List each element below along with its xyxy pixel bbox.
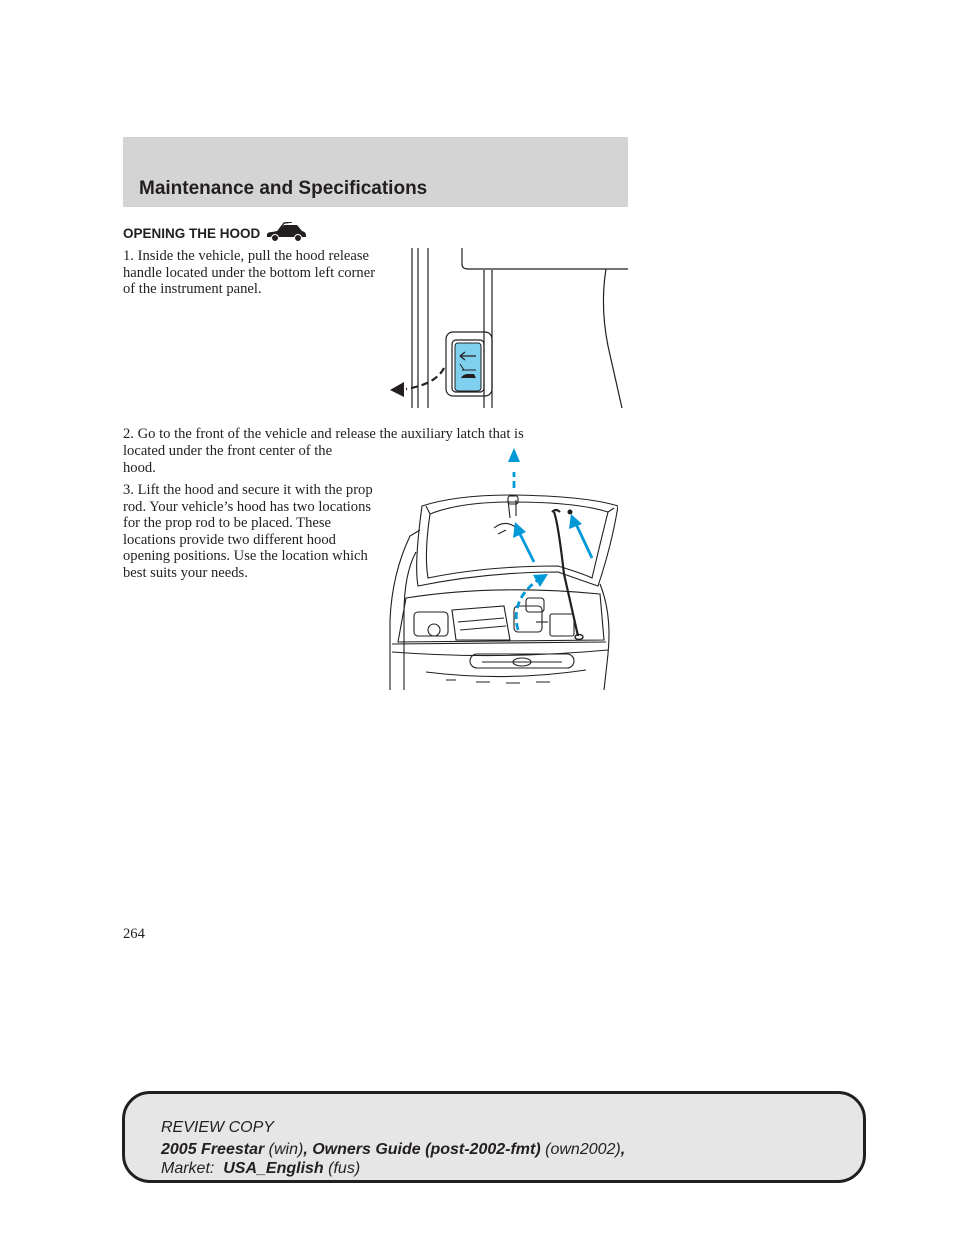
section-heading-text: OPENING THE HOOD bbox=[123, 225, 261, 241]
footer-line-3 bbox=[161, 1160, 360, 1178]
open-hood-prop-rod-illustration bbox=[386, 444, 618, 690]
hood-open-car-icon bbox=[264, 222, 308, 244]
footer-line-2 bbox=[161, 1141, 625, 1159]
footer-guide: , Owners Guide (post-2002-fmt) bbox=[303, 1141, 541, 1158]
section-heading bbox=[123, 222, 308, 244]
page-title: Maintenance and Specifications bbox=[139, 178, 428, 199]
footer-market: USA_English bbox=[223, 1160, 324, 1177]
footer-comma: , bbox=[620, 1141, 626, 1158]
footer-model-code: (win) bbox=[268, 1141, 304, 1158]
footer-market-label: Market: bbox=[161, 1160, 215, 1177]
footer-guide-code: (own2002) bbox=[545, 1141, 621, 1158]
step-2-text-line-1: 2. Go to the front of the vehicle and release the auxiliary latch that is bbox=[123, 426, 524, 442]
footer-model: 2005 Freestar bbox=[161, 1141, 265, 1158]
hood-release-handle-illustration bbox=[386, 246, 630, 410]
footer-market-code: (fus) bbox=[328, 1160, 361, 1177]
page-number: 264 bbox=[123, 926, 145, 942]
footer-review-copy: REVIEW COPY bbox=[161, 1119, 274, 1136]
step-3-text: 3. Lift the hood and secure it with the prop rod. Your vehicle’s hood has two locations for the prop rod to be placed. These locations provide two different hood opening positions. Use the location which best suits your needs. bbox=[123, 482, 373, 581]
step-2-text-rest: located under the front center of the hood. bbox=[123, 443, 333, 476]
step-1-text: 1. Inside the vehicle, pull the hood release handle located under the bottom left corner of the instrument panel. bbox=[123, 248, 376, 297]
